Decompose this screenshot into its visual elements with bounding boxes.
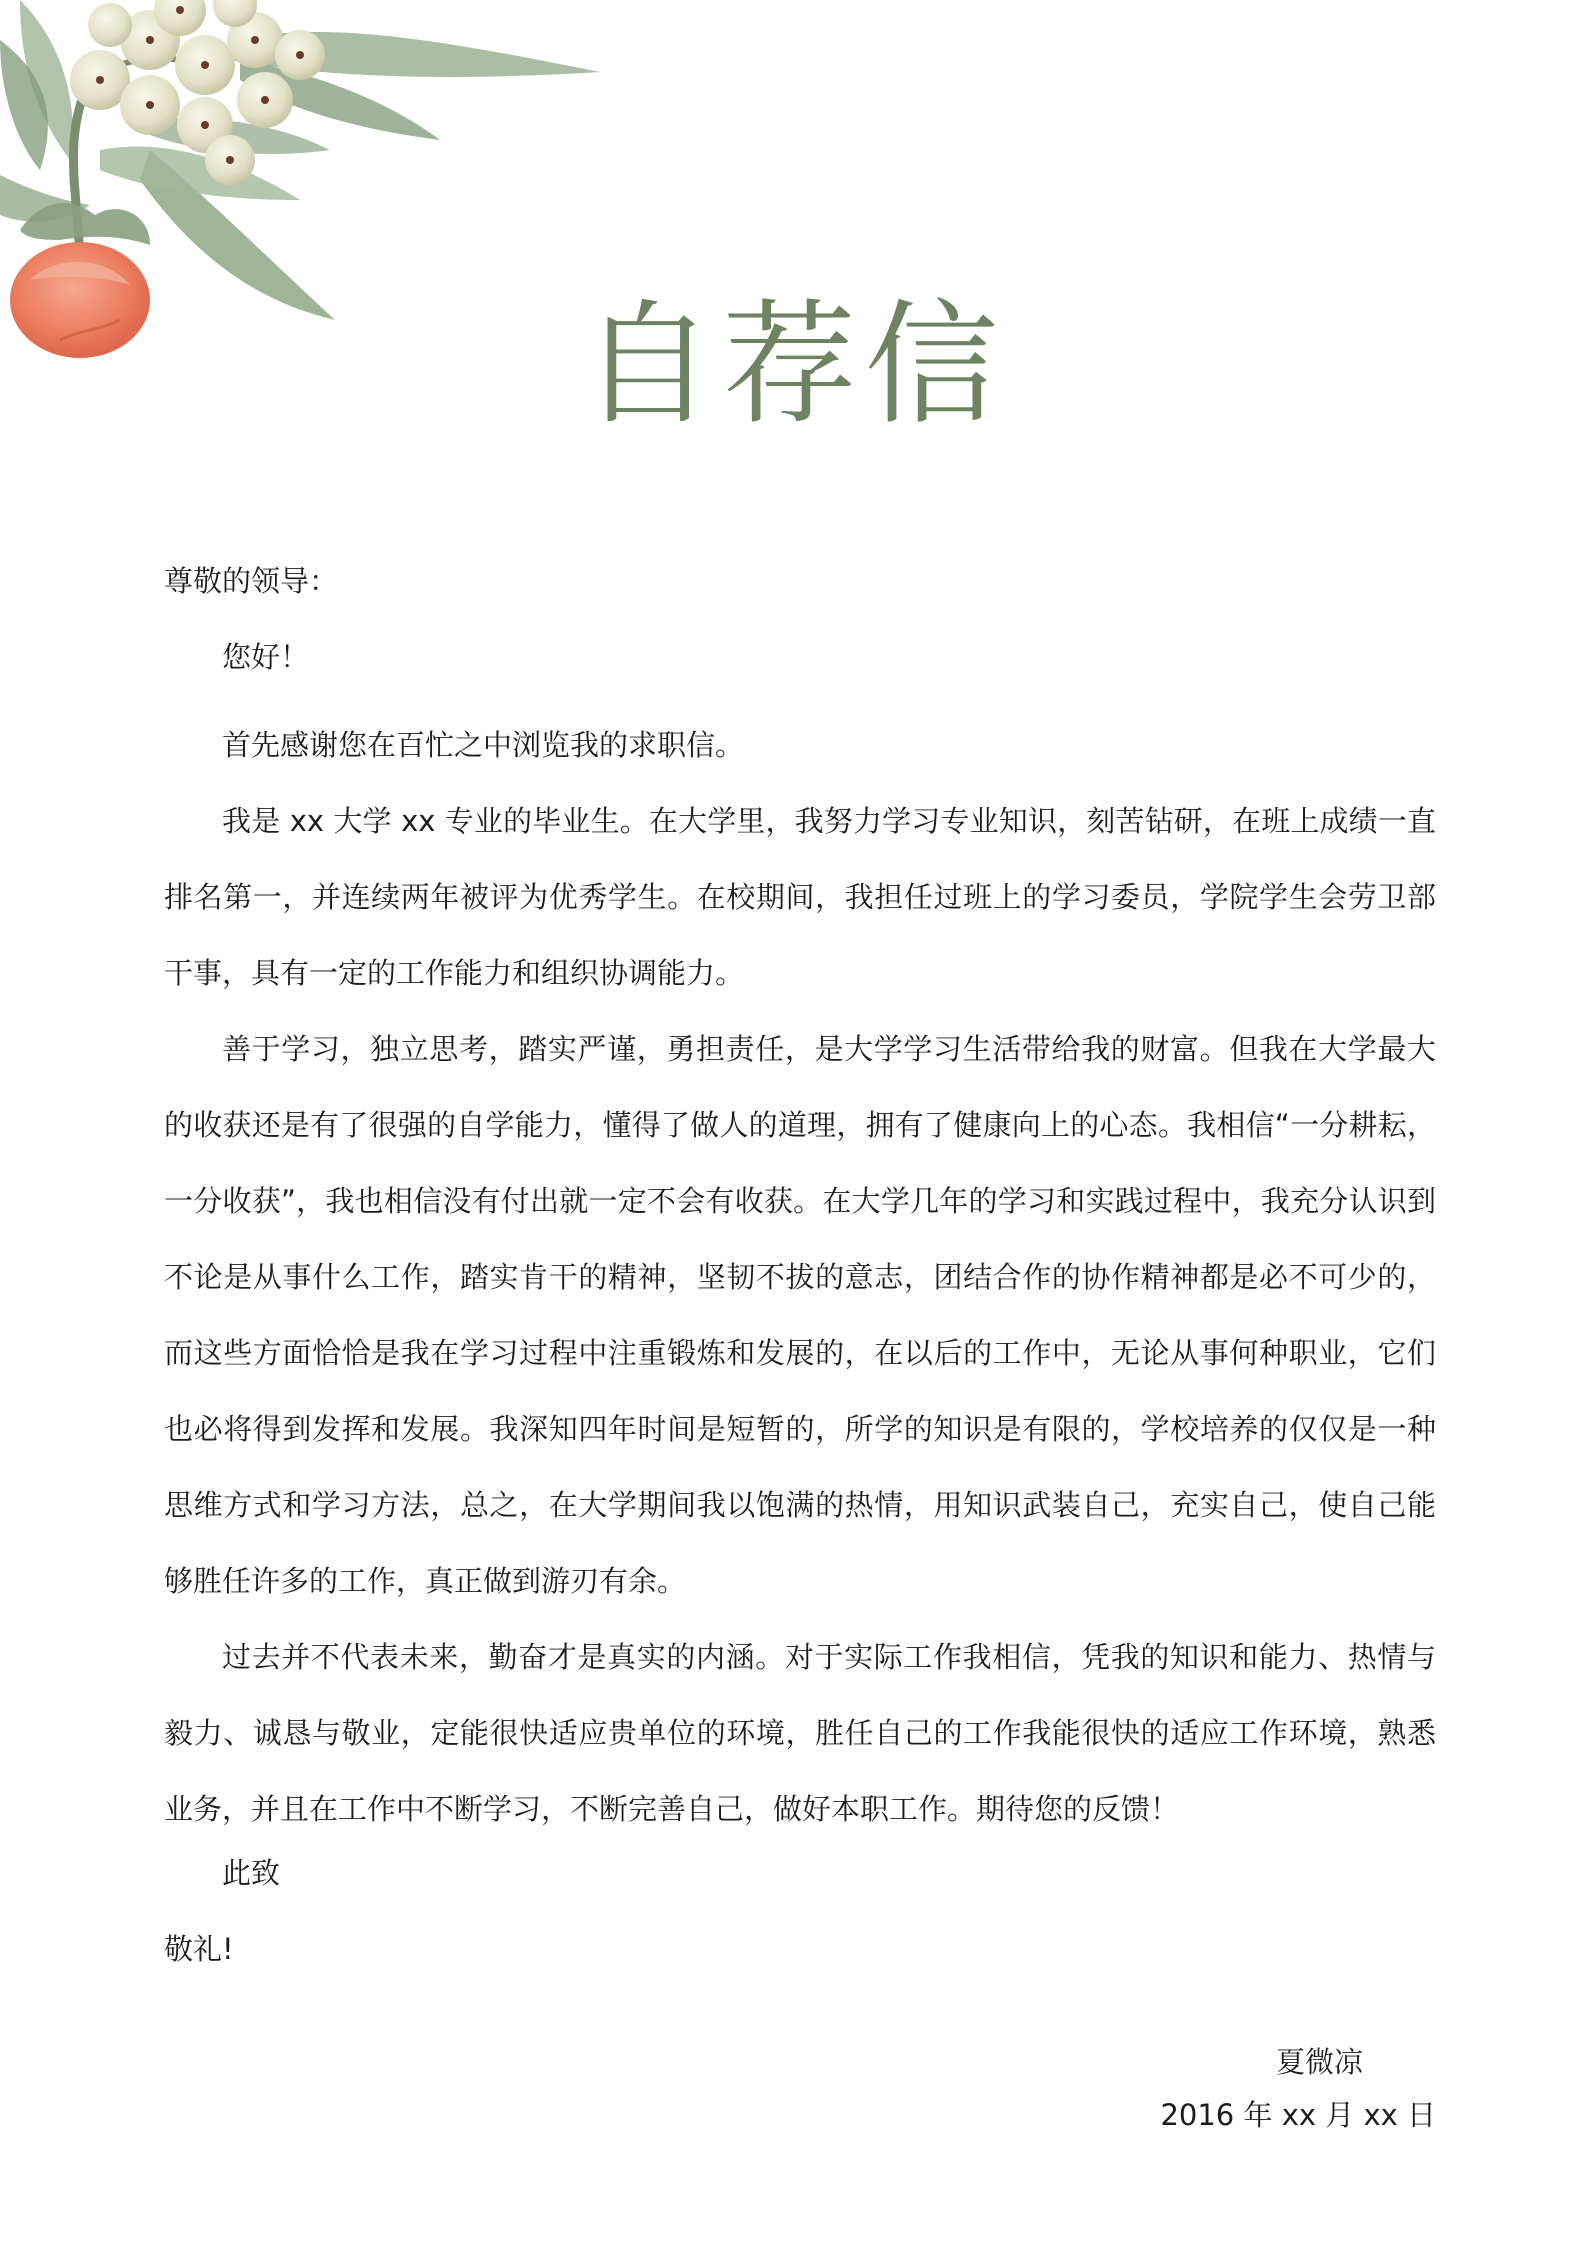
closing: 此致 [222,1856,281,1890]
paragraph-conclusion: 过去并不代表未来，勤奋才是真实的内涵。对于实际工作我相信，凭我的知识和能力、热情与毅力、诚恳与敬业，定能很快适应贵单位的环境，胜任自己的工作我能很快的适应工作环境，熟悉业务，并且在工作中不断学习，不断完善自己，做好本职工作。期待您的反馈！ [164,1640,1436,1826]
letter-body [164,555,1436,1999]
regards: 敬礼! [164,1932,234,1966]
paragraph-strengths: 善于学习，独立思考，踏实严谨，勇担责任，是大学学习生活带给我的财富。但我在大学最大的收获还是有了很强的自学能力，懂得了做人的道理，拥有了健康向上的心态。我相信“一分耕耘，一分收获”，我也相信没有付出就一定不会有收获。在大学几年的学习和实践过程中，我充分认识到不论是从事什么工作，踏实肯干的精神，坚韧不拔的意志，团结合作的协作精神都是必不可少的，而这些方面恰恰是我在学习过程中注重锻炼和发展的，在以后的工作中，无论从事何种职业，它们也必将得到发挥和发展。我深知四年时间是短暂的，所学的知识是有限的，学校培养的仅仅是一种思维方式和学习方法，总之，在大学期间我以饱满的热情，用知识武装自己，充实自己，使自己能够胜任许多的工作，真正做到游刃有余。 [164,1032,1436,1598]
page-title: 自荐信 [580,287,1007,443]
letter-date: 2016 年 xx 月 xx 日 [1160,2098,1436,2132]
greeting: 您好！ [222,640,310,674]
signature: 夏微凉 [1275,2045,1363,2079]
salutation: 尊敬的领导： [164,564,339,598]
paragraph-education: 我是 xx 大学 xx 专业的毕业生。在大学里，我努力学习专业知识，刻苦钻研，在班上成绩一直排名第一，并连续两年被评为优秀学生。在校期间，我担任过班上的学习委员，学院学生会劳卫部干事，具有一定的工作能力和组织协调能力。 [164,804,1436,990]
paragraph-intro: 首先感谢您在百忙之中浏览我的求职信。 [222,728,745,762]
